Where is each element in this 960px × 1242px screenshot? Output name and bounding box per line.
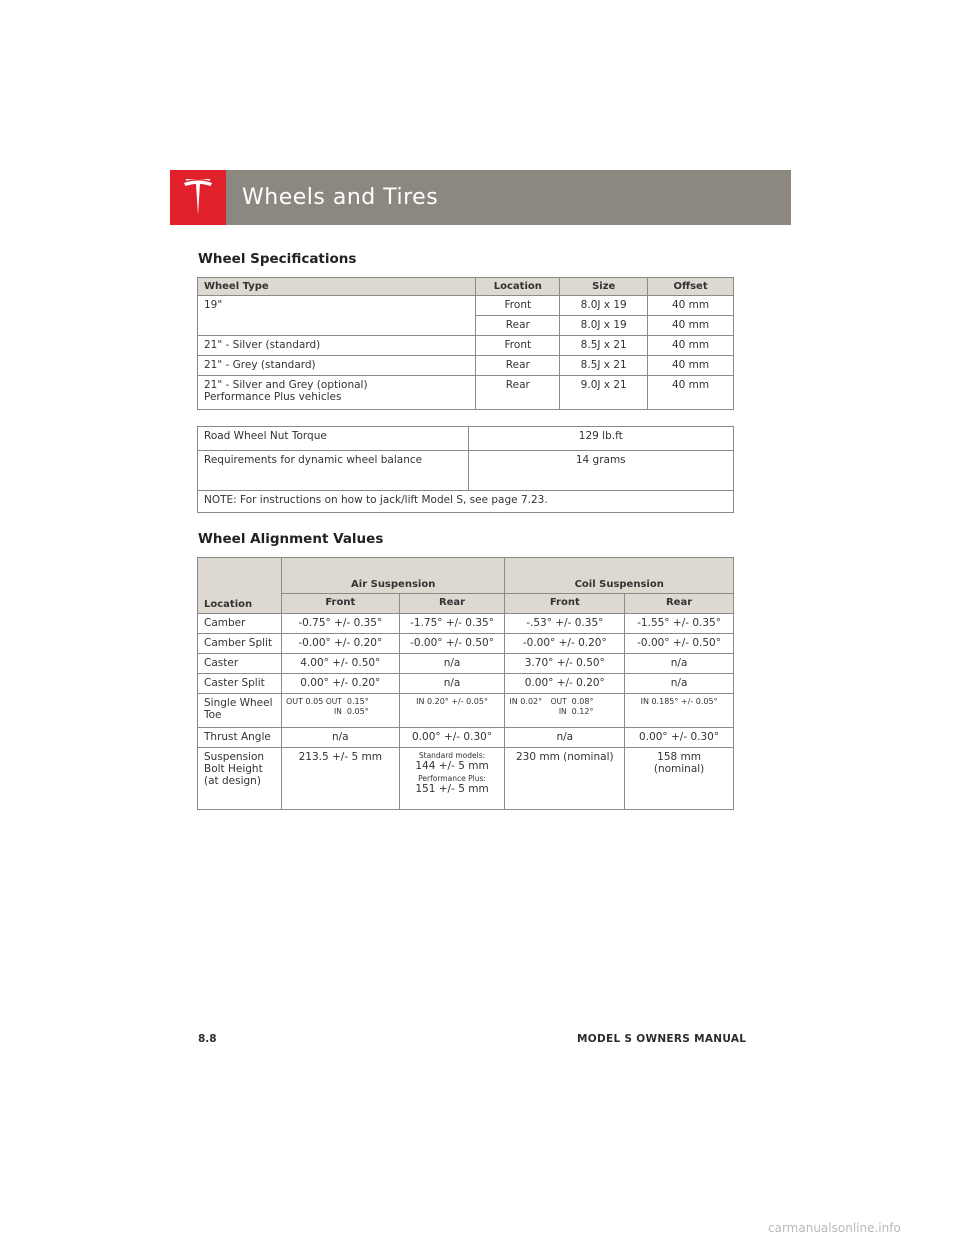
offset-cell: 40 mm (648, 376, 734, 410)
value-cell: -0.75° +/- 0.35° (281, 614, 399, 634)
location-cell: Rear (476, 316, 560, 336)
toe-air-front (281, 694, 399, 728)
value-cell: -.53° +/- 0.35° (505, 614, 625, 634)
value-cell: -1.75° +/- 0.35° (399, 614, 505, 634)
location-cell: Rear (476, 356, 560, 376)
toe-coil-rear: IN 0.185° +/- 0.05° (625, 694, 734, 728)
balance-label: Requirements for dynamic wheel balance (198, 451, 469, 491)
value-cell: -0.00° +/- 0.50° (625, 634, 734, 654)
bolt-coil-rear-line: (nominal) (653, 763, 705, 775)
wheel-type-cell: 21" - Silver (standard) (198, 336, 476, 356)
value-cell: n/a (399, 654, 505, 674)
size-cell: 8.0J x 19 (560, 296, 648, 316)
value-cell: n/a (399, 674, 505, 694)
value-cell: -0.00° +/- 0.20° (281, 634, 399, 654)
wheel-type-cell: 19" (198, 296, 476, 336)
watermark: carmanualsonline.info (768, 1221, 901, 1235)
toe-main-value: OUT 0.05 (285, 697, 324, 706)
chapter-title: Wheels and Tires (242, 185, 439, 210)
value-cell: 0.00° +/- 0.20° (505, 674, 625, 694)
offset-cell: 40 mm (648, 296, 734, 316)
wheel-type-line: 21" - Silver and Grey (optional) (204, 379, 368, 391)
table-row (198, 748, 734, 810)
table-row (198, 376, 734, 410)
row-label: Caster Split (198, 674, 282, 694)
wheel-alignment-heading: Wheel Alignment Values (198, 531, 384, 547)
table-row (198, 491, 734, 513)
value-cell: -0.00° +/- 0.20° (505, 634, 625, 654)
size-cell: 9.0J x 21 (560, 376, 648, 410)
wheel-specifications-heading: Wheel Specifications (198, 251, 357, 267)
row-label (198, 748, 282, 810)
row-label: Caster (198, 654, 282, 674)
toe-in-value: 0.05° (346, 707, 369, 716)
row-label (198, 694, 282, 728)
table-row (198, 654, 734, 674)
toe-label-line: Toe (204, 709, 222, 721)
size-cell: 8.0J x 19 (560, 316, 648, 336)
toe-out-label: OUT (550, 697, 567, 706)
jack-note: NOTE: For instructions on how to jack/lift Model S, see page 7.23. (198, 491, 734, 513)
table-row (198, 451, 734, 491)
offset-cell: 40 mm (648, 356, 734, 376)
bolt-air-rear (399, 748, 505, 810)
value-cell: 0.00° +/- 0.30° (625, 728, 734, 748)
column-header: Size (560, 278, 648, 296)
wheel-type-cell (198, 376, 476, 410)
air-front-header: Front (281, 594, 399, 614)
value-cell: -1.55° +/- 0.35° (625, 614, 734, 634)
manual-title: MODEL S OWNERS MANUAL (577, 1033, 747, 1045)
standard-models-label: Standard models: (418, 751, 486, 760)
table-row (198, 336, 734, 356)
toe-detail (326, 697, 369, 717)
value-cell: 0.00° +/- 0.30° (399, 728, 505, 748)
row-label: Camber (198, 614, 282, 634)
offset-cell: 40 mm (648, 316, 734, 336)
bolt-coil-rear-line: 158 mm (657, 751, 701, 763)
coil-suspension-header: Coil Suspension (505, 558, 734, 594)
wheel-type-cell: 21" - Grey (standard) (198, 356, 476, 376)
value-cell: n/a (505, 728, 625, 748)
toe-out-label: OUT (325, 697, 342, 706)
air-suspension-header: Air Suspension (281, 558, 504, 594)
size-cell: 8.5J x 21 (560, 356, 648, 376)
value-cell: n/a (281, 728, 399, 748)
value-cell: n/a (625, 654, 734, 674)
torque-table (197, 426, 734, 513)
value-cell: 3.70° +/- 0.50° (505, 654, 625, 674)
value-cell: n/a (625, 674, 734, 694)
toe-out-value: 0.15° (346, 697, 369, 706)
chapter-header (170, 170, 791, 225)
bolt-label-line: Bolt Height (204, 763, 263, 775)
toe-in-label: IN (334, 707, 342, 716)
standard-models-value: 144 +/- 5 mm (415, 760, 489, 772)
size-cell: 8.5J x 21 (560, 336, 648, 356)
torque-value: 129 lb.ft (468, 427, 733, 451)
table-row (198, 614, 734, 634)
offset-cell: 40 mm (648, 336, 734, 356)
location-cell: Front (476, 336, 560, 356)
balance-value: 14 grams (468, 451, 733, 491)
coil-front-header: Front (505, 594, 625, 614)
row-label: Camber Split (198, 634, 282, 654)
table-header-row (198, 278, 734, 296)
table-row (198, 356, 734, 376)
bolt-label-line: (at design) (204, 775, 261, 787)
tesla-logo (170, 170, 226, 225)
wheel-type-line: Performance Plus vehicles (204, 391, 342, 403)
table-row (198, 634, 734, 654)
torque-label: Road Wheel Nut Torque (198, 427, 469, 451)
column-header: Location (476, 278, 560, 296)
toe-label-line: Single Wheel (204, 697, 273, 709)
column-header: Offset (648, 278, 734, 296)
air-rear-header: Rear (399, 594, 505, 614)
bolt-air-front: 213.5 +/- 5 mm (281, 748, 399, 810)
bolt-coil-rear (625, 748, 734, 810)
toe-coil-front (505, 694, 625, 728)
page-number: 8.8 (198, 1033, 217, 1045)
value-cell: 4.00° +/- 0.50° (281, 654, 399, 674)
wheel-alignment-table (197, 557, 734, 810)
toe-main-value: IN 0.02° (509, 697, 543, 706)
bolt-coil-front: 230 mm (nominal) (505, 748, 625, 810)
table-row (198, 296, 734, 316)
toe-out-value: 0.08° (571, 697, 594, 706)
table-row (198, 427, 734, 451)
toe-air-rear: IN 0.20° +/- 0.05° (399, 694, 505, 728)
column-header: Wheel Type (198, 278, 476, 296)
performance-plus-value: 151 +/- 5 mm (415, 783, 489, 795)
toe-in-label: IN (558, 707, 567, 716)
table-row (198, 674, 734, 694)
performance-plus-label: Performance Plus: (418, 774, 486, 783)
wheel-specifications-table (197, 277, 734, 410)
tesla-t-icon (183, 179, 213, 217)
table-row (198, 728, 734, 748)
toe-detail (551, 697, 594, 717)
row-label: Thrust Angle (198, 728, 282, 748)
bolt-label-line: Suspension (204, 751, 265, 763)
location-header: Location (198, 558, 282, 614)
location-cell: Front (476, 296, 560, 316)
table-row (198, 694, 734, 728)
value-cell: -0.00° +/- 0.50° (399, 634, 505, 654)
value-cell: 0.00° +/- 0.20° (281, 674, 399, 694)
toe-in-value: 0.12° (571, 707, 594, 716)
location-cell: Rear (476, 376, 560, 410)
coil-rear-header: Rear (625, 594, 734, 614)
